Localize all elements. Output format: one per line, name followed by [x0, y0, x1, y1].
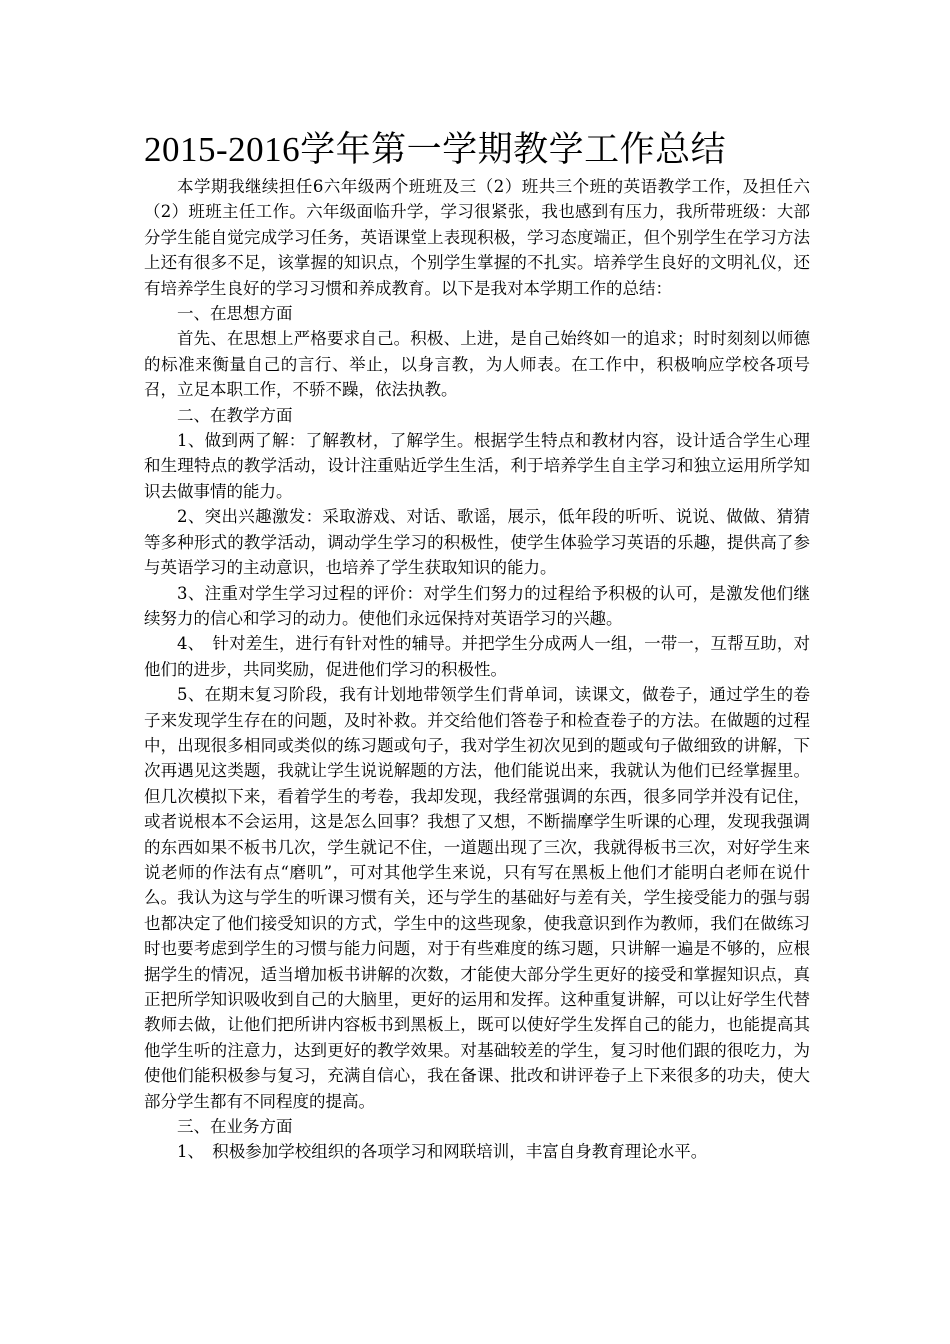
document-body	[144, 174, 810, 1165]
teaching-item-4: 4、 针对差生，进行有针对性的辅导。并把学生分成两人一组，一带一，互帮互助，对他们的进步，共同奖励，促进他们学习的积极性。	[144, 634, 810, 679]
section-heading-professional: 三、在业务方面	[177, 1117, 293, 1137]
teaching-item-5: 5、在期末复习阶段，我有计划地带领学生们背单词，读课文，做卷子，通过学生的卷子来发现学生存在的问题，及时补救。并交给他们答卷子和检查卷子的方法。在做题的过程中，出现很多相同或类似的练习题或句子，我对学生初次见到的题或句子做细致的讲解，下次再遇见这类题，我就让学生说说解题的方法，他们能说出来，我就认为他们已经掌握里。但几次模拟下来，看着学生的考卷，我却发现，我经常强调的东西，很多同学并没有记住，或者说根本不会运用，这是怎么回事？我想了又想，不断揣摩学生听课的心理，发现我强调的东西如果不板书几次，学生就记不住，一道题出现了三次，我就得板书三次，对好学生来说老师的作法有点“磨叽”，可对其他学生来说，只有写在黑板上他们才能明白老师在说什么。我认为这与学生的听课习惯有关，还与学生的基础好与差有关，学生接受能力的强与弱也都决定了他们接受知识的方式，学生中的这些现象，使我意识到作为教师，我们在做练习时也要考虑到学生的习惯与能力问题，对于有些难度的练习题，只讲解一遍是不够的，应根据学生的情况，适当增加板书讲解的次数，才能使大部分学生更好的接受和掌握知识点，真正把所学知识吸收到自己的大脑里，更好的运用和发挥。这种重复讲解，可以让好学生代替教师去做，让他们把所讲内容板书到黑板上，既可以使好学生发挥自己的能力，也能提高其他学生听的注意力，达到更好的教学效果。对基础较差的学生，复习时他们跟的很吃力，为使他们能积极参与复习，充满自信心，我在备课、批改和讲评卷子上下来很多的功夫，使大部分学生都有不同程度的提高。	[144, 685, 810, 1111]
professional-item-1: 1、 积极参加学校组织的各项学习和网联培训，丰富自身教育理论水平。	[177, 1142, 708, 1162]
section-heading-teaching: 二、在教学方面	[177, 405, 293, 425]
section-heading-thought: 一、在思想方面	[177, 304, 293, 324]
document-title: 2015-2016学年第一学期教学工作总结	[144, 130, 727, 169]
thought-paragraph: 首先、在思想上严格要求自己。积极、上进，是自己始终如一的追求；时时刻刻以师德的标准来衡量自己的言行、举止，以身言教，为人师表。在工作中，积极响应学校各项号召，立足本职工作，不骄不躁，依法执教。	[144, 329, 810, 400]
teaching-item-2: 2、突出兴趣激发：采取游戏、对话、歌谣，展示，低年段的听听、说说、做做、猜猜等多种形式的教学活动，调动学生学习的积极性，使学生体验学习英语的乐趣，提供高了参与英语学习的主动意识，也培养了学生获取知识的能力。	[144, 507, 810, 578]
teaching-item-3: 3、注重对学生学习过程的评价：对学生们努力的过程给予积极的认可，是激发他们继续努力的信心和学习的动力。使他们永远保持对英语学习的兴趣。	[144, 583, 810, 628]
intro-paragraph: 本学期我继续担任6六年级两个班班及三（2）班共三个班的英语教学工作，及担任六（2）班班主任工作。六年级面临升学，学习很紧张，我也感到有压力，我所带班级：大部分学生能自觉完成学习任务，英语课堂上表现积极，学习态度端正，但个别学生在学习方法上还有很多不足，该掌握的知识点，个别学生掌握的不扎实。培养学生良好的文明礼仪，还有培养学生良好的学习习惯和养成教育。以下是我对本学期工作的总结：	[144, 177, 810, 298]
teaching-item-1: 1、做到两了解：了解教材，了解学生。根据学生特点和教材内容，设计适合学生心理和生理特点的教学活动，设计注重贴近学生生活，利于培养学生自主学习和独立运用所学知识去做事情的能力。	[144, 431, 810, 501]
document-page	[144, 128, 810, 1165]
